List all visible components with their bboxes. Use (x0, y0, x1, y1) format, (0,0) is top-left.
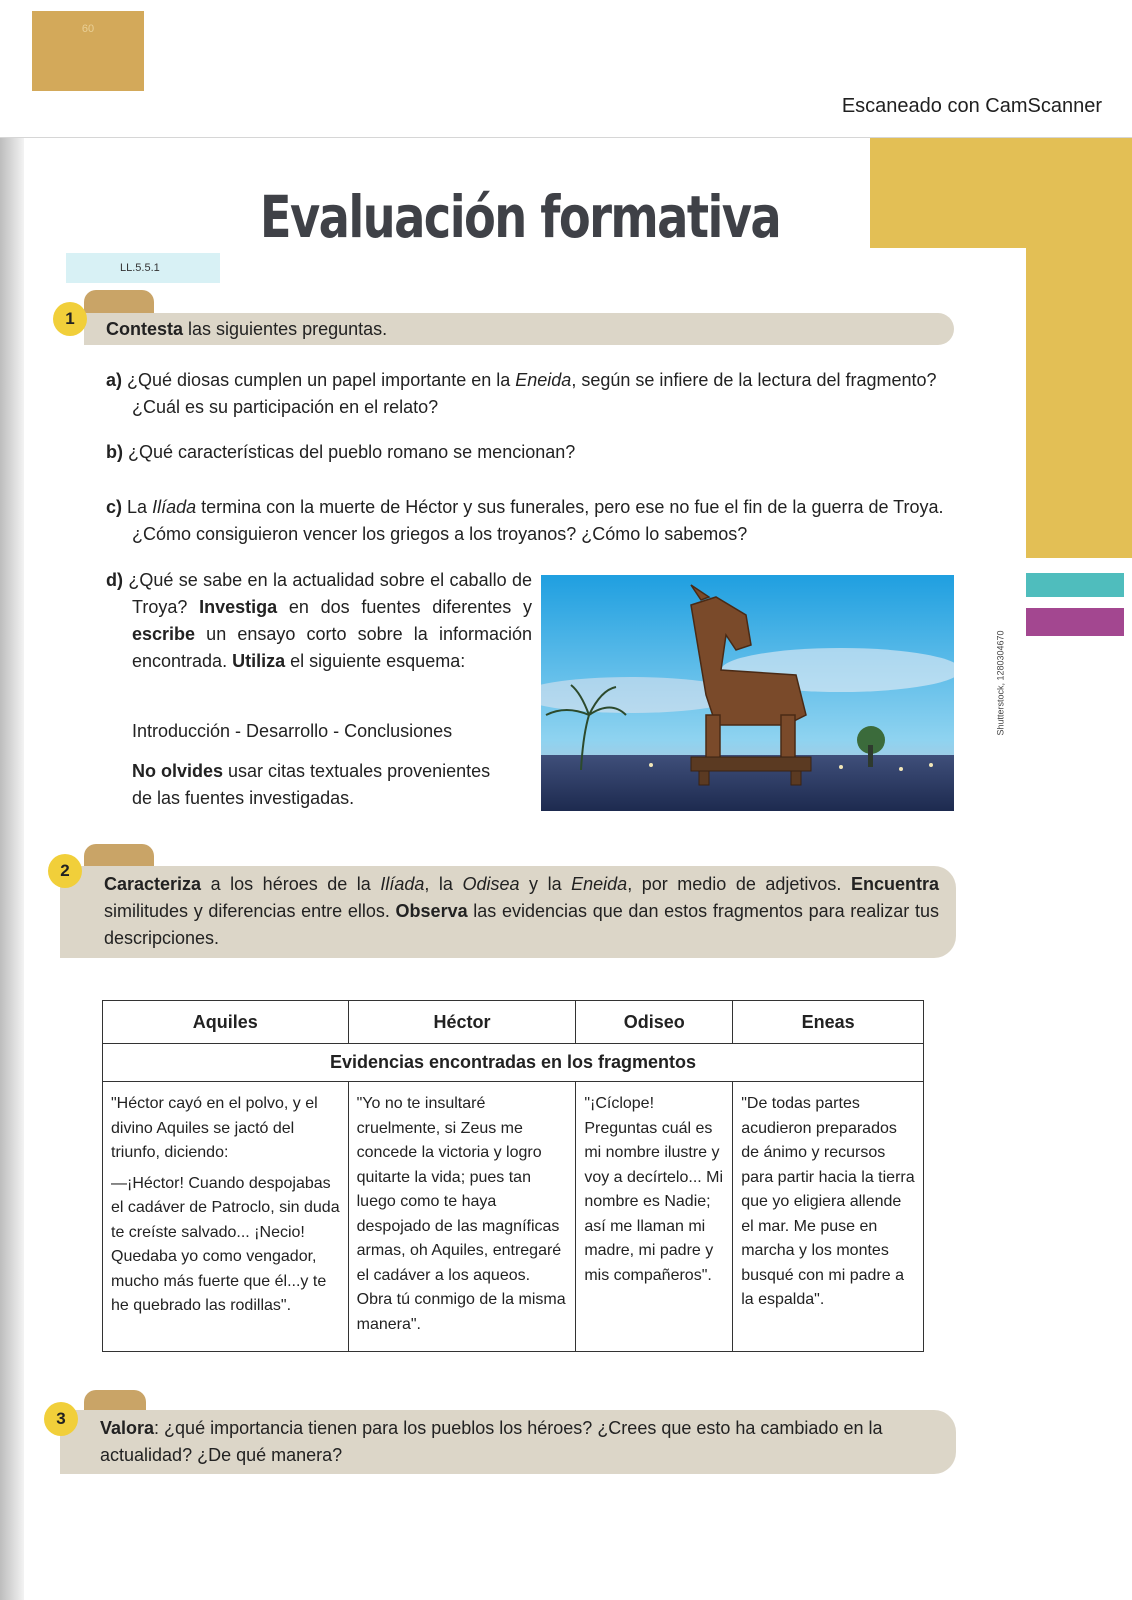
table-header-row (103, 1001, 924, 1044)
section-1-tab (84, 290, 154, 314)
evidence-odiseo (576, 1082, 733, 1352)
evidence-hector (348, 1082, 576, 1352)
question-c-text-2: termina con la muerte de Héctor y sus funerales, pero ese no fue el fin de la guerra de Troya. ¿Cómo consiguieron vencer los griegos a los troyanos? ¿Cómo lo sabemos? (132, 497, 944, 544)
evidence-aquiles-quote: —¡Héctor! Cuando despojabas el cadáver de Patroclo, sin duda te creíste salvado... ¡Necio! Quedaba yo como vengador, mucho más fuerte que él...y te he quebrado las rodillas". (111, 1174, 340, 1314)
question-d-bold-escribe: escribe (132, 624, 196, 644)
section-2-bold-caracteriza: Caracteriza (104, 874, 202, 894)
heroes-evidence-table (102, 1000, 924, 1352)
scanner-header (0, 0, 1132, 138)
section-3-instruction (100, 1415, 935, 1469)
photo-credit: Shutterstock, 1280304670 (995, 630, 1006, 736)
section-2-bold-observa: Observa (395, 901, 468, 921)
section-3-bold-valora: Valora (100, 1418, 155, 1438)
column-header-aquiles: Aquiles (103, 1001, 349, 1044)
question-d-text-2: en dos fuentes diferentes y (277, 597, 532, 617)
evidence-aquiles-intro: "Héctor cayó en el polvo, y el divino Aquiles se jactó del triunfo, diciendo: (111, 1095, 318, 1161)
question-d-bold-no-olvides: No olvides (132, 761, 224, 781)
section-2-text-5: similitudes y diferencias entre ellos. (104, 901, 396, 921)
evidence-hector-quote: "Yo no te insultaré cruelmente, si Zeus me concede la victoria y logro quitarte la vida; pues tan luego como te haya despojado de las magníficas armas, oh Aquiles, entregaré el cadáver a los aqueos. Obra tú conmigo de la misma manera". (356, 1095, 566, 1333)
evidence-eneas-quote: "De todas partes acudieron preparados de ánimo y recursos para partir hacia la tierra que yo eligiera allende el mar. Me puse en marcha y los montes busqué con mi padre a la espalda". (741, 1095, 915, 1308)
question-c-text-1: La (127, 497, 153, 517)
section-1-instruction (106, 316, 387, 343)
evidence-odiseo-quote: "¡Cíclope! Preguntas cuál es mi nombre ilustre y voy a decírtelo... Mi nombre es Nadie; así me llaman mi madre, mi padre y mis compañeros". (584, 1095, 724, 1284)
decor-tab-teal (1026, 573, 1124, 597)
section-2-bold-encuentra: Encuentra (850, 874, 939, 894)
question-a-text-1: ¿Qué diosas cumplen un papel importante en la (127, 370, 516, 390)
section-2-tab (84, 844, 154, 868)
question-d-bold-utiliza: Utiliza (232, 651, 286, 671)
question-d (106, 567, 532, 675)
page-title: Evaluación formativa (259, 183, 781, 251)
question-c (106, 494, 962, 548)
section-2-italic-iliada: Ilíada (380, 874, 425, 894)
trojan-horse-photo (541, 575, 954, 811)
question-c-label: c) (106, 497, 123, 517)
column-header-odiseo: Odiseo (576, 1001, 733, 1044)
question-c-emphasis: Ilíada (152, 497, 197, 517)
section-2-text-3: y la (519, 874, 572, 894)
question-b-text: ¿Qué características del pueblo romano se mencionan? (128, 442, 576, 462)
decor-tab-purple (1026, 608, 1124, 636)
table-subheader-row (103, 1044, 924, 1082)
question-d-text-4: el siguiente esquema: (285, 651, 466, 671)
page-fold-shadow (0, 138, 24, 1600)
scanner-logo (32, 11, 144, 91)
evidence-eneas (733, 1082, 924, 1352)
table-row (103, 1082, 924, 1352)
evidence-aquiles (103, 1082, 349, 1352)
section-2-italic-odisea: Odisea (462, 874, 520, 894)
section-2-text-1: a los héroes de la (201, 874, 381, 894)
section-2-instruction (104, 871, 939, 952)
question-a-emphasis: Eneida (515, 370, 572, 390)
question-d-text-3: un ensayo corto sobre la información encontrada. (132, 624, 532, 671)
column-header-hector: Héctor (348, 1001, 576, 1044)
section-2-text-4: , por medio de adjetivos. (627, 874, 851, 894)
section-1-verb: Contesta (106, 319, 184, 339)
section-1-rest: las siguientes preguntas. (183, 319, 388, 339)
question-a (106, 367, 962, 421)
question-d-bold-investiga: Investiga (199, 597, 278, 617)
question-d-note-text: usar citas textuales provenientes de las fuentes investigadas. (132, 761, 491, 808)
question-d-text-1: ¿Qué se sabe en la actualidad sobre el caballo de Troya? (128, 570, 532, 617)
decor-strip-yellow (1026, 248, 1132, 558)
section-2-italic-eneida: Eneida (571, 874, 628, 894)
book-page (0, 138, 1132, 1600)
table-subheader: Evidencias encontradas en los fragmentos (103, 1044, 924, 1082)
section-2-text-2: , la (424, 874, 463, 894)
question-d-scheme: Introducción - Desarrollo - Conclusiones (132, 721, 453, 741)
section-3-text: : ¿qué importancia tienen para los pueblos los héroes? ¿Crees que esto ha cambiado en la actualidad? ¿De qué manera? (100, 1418, 883, 1465)
question-b-label: b) (106, 442, 123, 462)
question-a-text-2: , según se infiere de la lectura del fragmento? ¿Cuál es su participación en el relato? (132, 370, 937, 417)
scanner-logo-text: 60 (81, 23, 95, 35)
question-b (106, 439, 936, 466)
question-d-label: d) (106, 570, 123, 590)
section-1-number: 1 (53, 302, 87, 336)
question-a-label: a) (106, 370, 123, 390)
question-d-note (132, 758, 510, 812)
skill-code-tag: LL.5.5.1 (66, 253, 220, 283)
section-3-number: 3 (44, 1402, 78, 1436)
section-2-text-6: las evidencias que dan estos fragmentos para realizar tus descripciones. (104, 901, 939, 948)
section-2-number: 2 (48, 854, 82, 888)
scanner-watermark: Escaneado con CamScanner (841, 95, 1102, 117)
column-header-eneas: Eneas (733, 1001, 924, 1044)
